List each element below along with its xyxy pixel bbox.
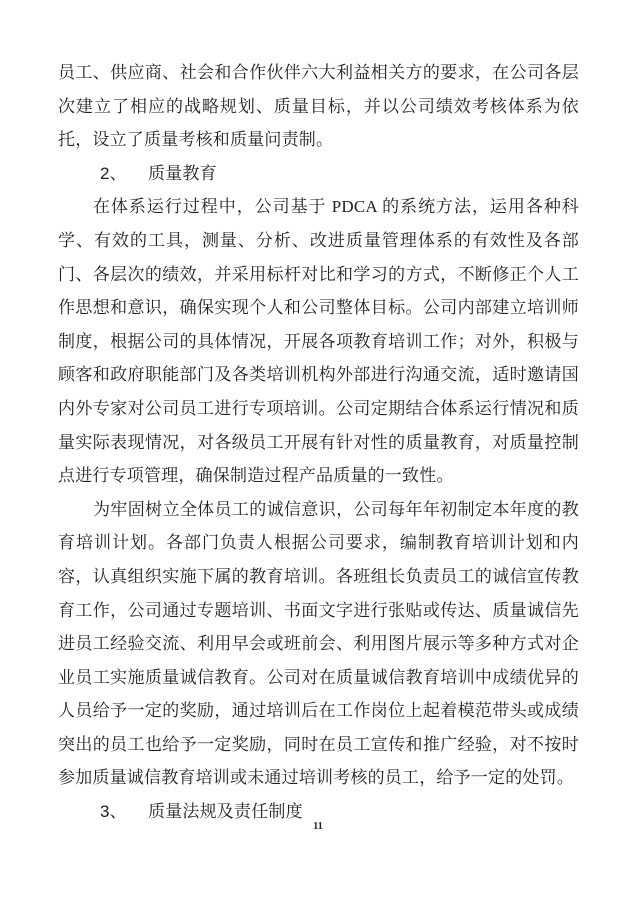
section-title: 质量教育 — [148, 163, 217, 183]
paragraph-continuation: 员工、供应商、社会和合作伙伴六大利益相关方的要求，在公司各层次建立了相应的战略规划、质量目标，并以公司绩效考核体系为依托，设立了质量考核和质量问责制。 — [58, 63, 579, 150]
section-heading-2 — [58, 157, 579, 191]
section-number: 2、 — [100, 163, 127, 183]
paragraph-quality-education: 在体系运行过程中，公司基于 PDCA 的系统方法，运用各种科学、有效的工具，测量、分析、改进质量管理体系的有效性及各部门、各层次的绩效，并采用标杆对比和学习的方式，不断修正个人工作思想和意识，确保实现个人和公司整体目标。公司内部建立培训师制度，根据公司的具体情况，开展各项教育培训工作；对外，积极与顾客和政府职能部门及各类培训机构外部进行沟通交流，适时邀请国内外专家对公司员工进行专项培训。公司定期结合体系运行情况和质量实际表现情况，对各级员工开展有针对性的质量教育，对质量控制点进行专项管理，确保制造过程产品质量的一致性。 — [58, 197, 579, 486]
section-number: 3、 — [100, 802, 127, 822]
document-content — [58, 56, 579, 829]
section-title: 质量法规及责任制度 — [148, 802, 303, 822]
paragraph-integrity-training: 为牢固树立全体员工的诚信意识，公司每年年初制定本年度的教育培训计划。各部门负责人根据公司要求，编制教育培训计划和内容，认真组织实施下属的教育培训。各班组长负责员工的诚信宣传教育工作，公司通过专题培训、书面文字进行张贴或传达、质量诚信先进员工经验交流、利用早会或班前会、利用图片展示等多种方式对企业员工实施质量诚信教育。公司对在质量诚信教育培训中成绩优异的人员给予一定的奖励，通过培训后在工作岗位上起着模范带头或成绩突出的员工也给予一定奖励，同时在员工宣传和推广经验，对不按时参加质量诚信教育培训或未通过培训考核的员工，给予一定的处罚。 — [58, 499, 579, 788]
page-number: 11 — [313, 821, 323, 832]
